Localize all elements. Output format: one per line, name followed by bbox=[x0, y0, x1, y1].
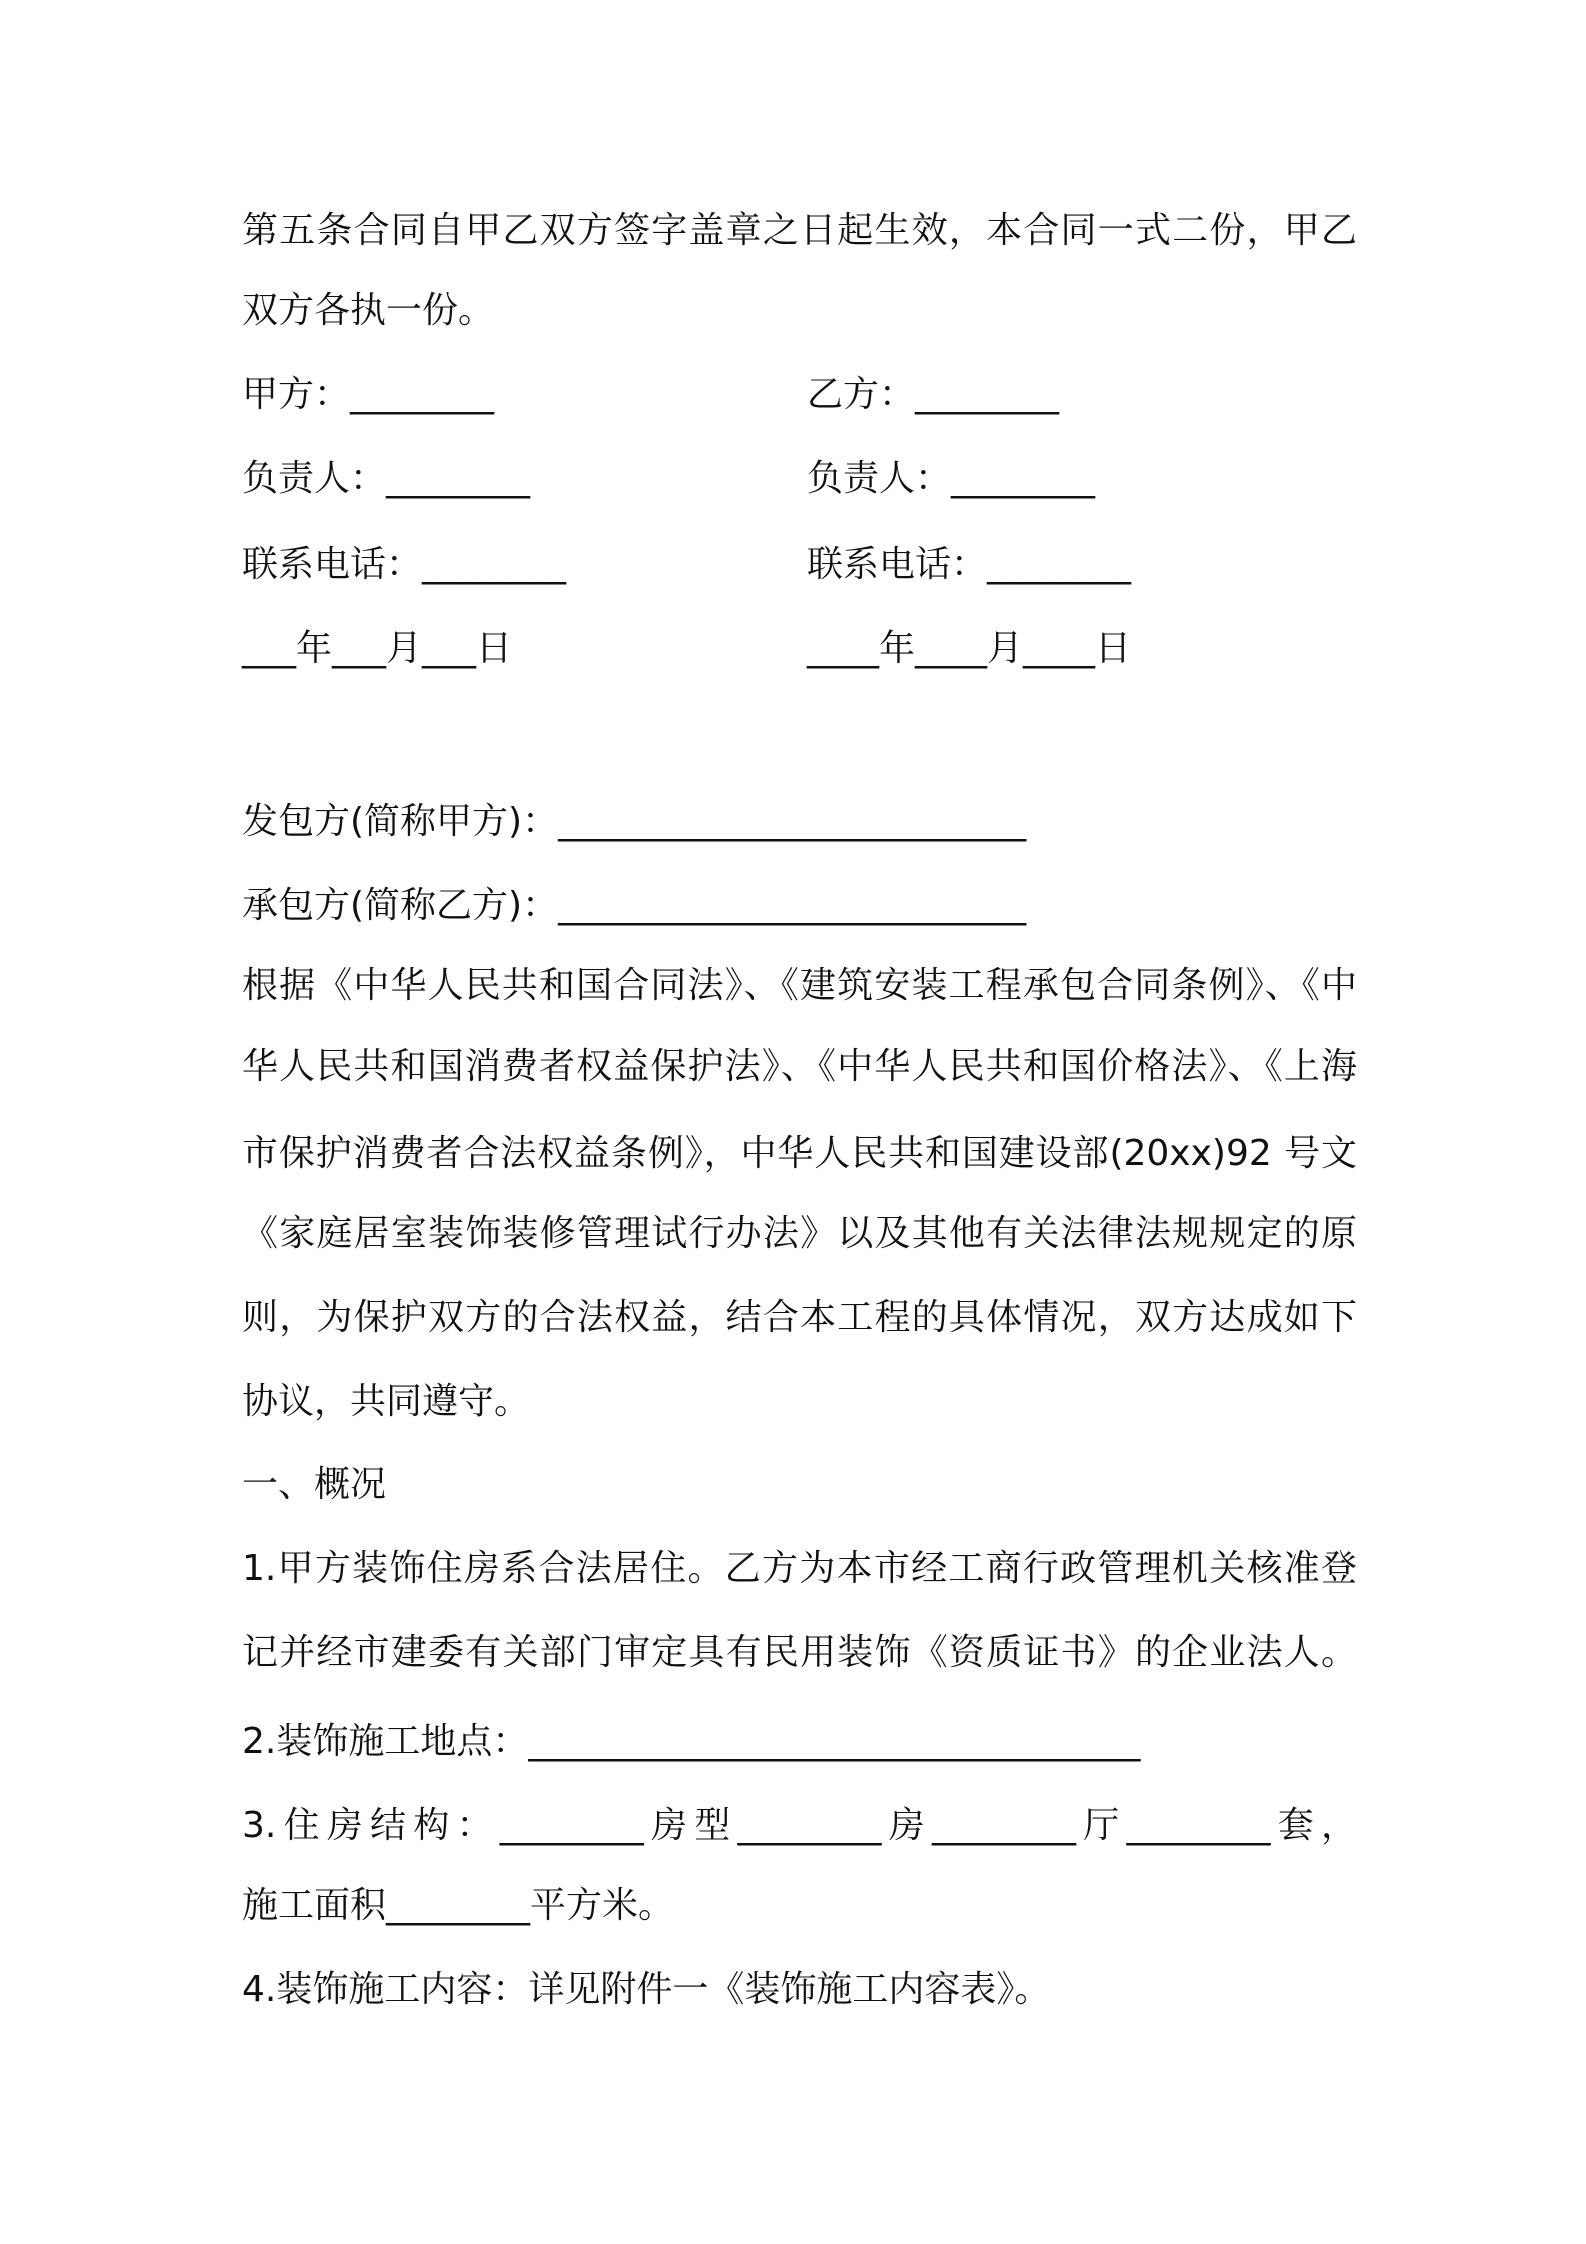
phone-a: 联系电话：________ bbox=[242, 544, 567, 585]
item2-address: 2.装饰施工地点：__________________________________ bbox=[242, 1721, 1141, 1762]
section-heading: 一、概况 bbox=[242, 1464, 387, 1505]
preamble-line: 市保护消费者合法权益条例》，中华人民共和国建设部(20xx)92 号文 bbox=[242, 1133, 1357, 1174]
preamble-line: 协议，共同遵守。 bbox=[242, 1381, 531, 1422]
preamble-line: 则，为保护双方的合法权益，结合本工程的具体情况，双方达成如下 bbox=[242, 1297, 1357, 1338]
phone-b: 联系电话：________ bbox=[807, 544, 1132, 585]
item3-line1: 3.住房结构：________房型________房________厅________套， bbox=[242, 1805, 1357, 1846]
party-a-signature: 甲方：________ bbox=[242, 374, 495, 415]
person-a: 负责人：________ bbox=[242, 458, 531, 499]
contractor-line: 承包方(简称乙方)：__________________________ bbox=[242, 885, 1027, 926]
person-b: 负责人：________ bbox=[807, 458, 1096, 499]
date-a: ___年___月___日 bbox=[242, 628, 513, 669]
preamble-line: 华人民共和国消费者权益保护法》、《中华人民共和国价格法》、《上海 bbox=[242, 1046, 1357, 1087]
preamble-line: 《家庭居室装饰装修管理试行办法》以及其他有关法律法规规定的原 bbox=[242, 1213, 1357, 1254]
preamble-line: 根据《中华人民共和国合同法》、《建筑安装工程承包合同条例》、《中 bbox=[242, 965, 1357, 1006]
item1-line2: 记并经市建委有关部门审定具有民用装饰《资质证书》的企业法人。 bbox=[242, 1632, 1357, 1673]
article5-line1: 第五条合同自甲乙双方签字盖章之日起生效，本合同一式二份，甲乙 bbox=[242, 210, 1357, 251]
employer-line: 发包方(简称甲方)：__________________________ bbox=[242, 801, 1027, 842]
item4-content: 4.装饰施工内容：详见附件一《装饰施工内容表》。 bbox=[242, 1969, 1051, 2010]
item3-line2: 施工面积________平方米。 bbox=[242, 1885, 675, 1926]
party-b-signature: 乙方：________ bbox=[807, 374, 1060, 415]
date-b: ____年____月____日 bbox=[807, 628, 1132, 669]
item1-line1: 1.甲方装饰住房系合法居住。乙方为本市经工商行政管理机关核准登 bbox=[242, 1548, 1357, 1589]
article5-line2: 双方各执一份。 bbox=[242, 290, 495, 331]
